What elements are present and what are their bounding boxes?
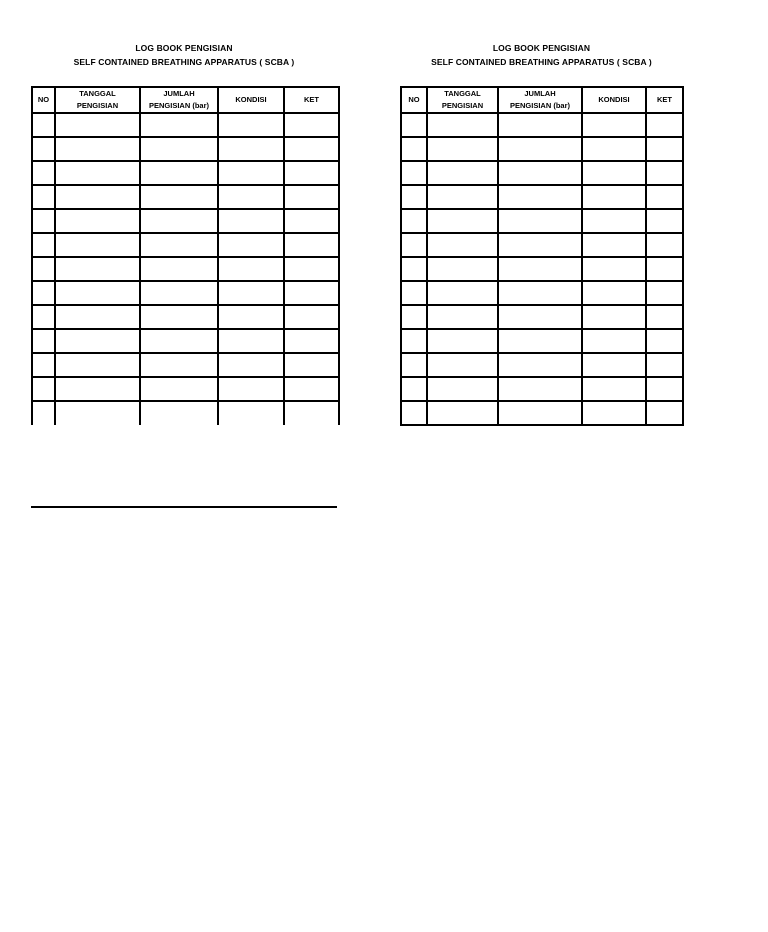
jumlah-cell (498, 329, 582, 353)
ket-cell (284, 353, 339, 377)
no-cell (401, 329, 427, 353)
tanggal-cell (55, 137, 140, 161)
col-tanggal-header (427, 87, 498, 113)
no-cell (401, 209, 427, 233)
table-row (401, 305, 683, 329)
ket-cell (646, 401, 683, 425)
tanggal-cell (55, 377, 140, 401)
jumlah-label-1: JUMLAH (163, 89, 195, 98)
tanggal-label-1: TANGGAL (444, 89, 481, 98)
col-ket-header: KET (646, 87, 683, 113)
jumlah-cell (140, 281, 218, 305)
col-kondisi-header: KONDISI (582, 87, 646, 113)
ket-cell (646, 209, 683, 233)
no-cell (32, 353, 55, 377)
left-header-row (32, 87, 339, 113)
kondisi-cell (218, 353, 284, 377)
ket-cell (646, 257, 683, 281)
ket-cell (284, 185, 339, 209)
no-cell (32, 377, 55, 401)
tanggal-cell (55, 353, 140, 377)
kondisi-cell (218, 377, 284, 401)
col-ket-header: KET (284, 87, 339, 113)
kondisi-cell (582, 161, 646, 185)
table-row (32, 161, 339, 185)
tanggal-cell (55, 233, 140, 257)
table-row (401, 377, 683, 401)
no-cell (401, 161, 427, 185)
jumlah-cell (140, 185, 218, 209)
left-log-table (31, 86, 340, 425)
kondisi-cell (218, 185, 284, 209)
tanggal-cell (55, 209, 140, 233)
ket-cell (284, 209, 339, 233)
table-row (401, 329, 683, 353)
jumlah-cell (498, 233, 582, 257)
ket-cell (284, 113, 339, 137)
ket-cell (646, 185, 683, 209)
jumlah-cell (498, 353, 582, 377)
tanggal-cell (55, 257, 140, 281)
tanggal-cell (427, 209, 498, 233)
tanggal-cell (427, 377, 498, 401)
left-form-title (31, 41, 337, 69)
kondisi-cell (218, 257, 284, 281)
no-cell (401, 401, 427, 425)
kondisi-cell (218, 233, 284, 257)
table-row (32, 353, 339, 377)
jumlah-cell (140, 257, 218, 281)
jumlah-cell (140, 353, 218, 377)
kondisi-cell (218, 113, 284, 137)
kondisi-cell (582, 257, 646, 281)
jumlah-cell (140, 113, 218, 137)
jumlah-cell (140, 401, 218, 425)
kondisi-cell (218, 161, 284, 185)
right-log-table (400, 86, 684, 426)
kondisi-cell (218, 305, 284, 329)
kondisi-cell (582, 305, 646, 329)
table-row (32, 329, 339, 353)
tanggal-label-1: TANGGAL (79, 89, 116, 98)
tanggal-cell (427, 161, 498, 185)
kondisi-cell (582, 377, 646, 401)
table-row (401, 257, 683, 281)
no-cell (401, 305, 427, 329)
ket-cell (646, 233, 683, 257)
table-row (32, 113, 339, 137)
tanggal-cell (55, 305, 140, 329)
right-form-title (400, 41, 683, 69)
table-row (401, 113, 683, 137)
ket-cell (284, 161, 339, 185)
tanggal-cell (427, 353, 498, 377)
ket-cell (284, 329, 339, 353)
tanggal-cell (55, 161, 140, 185)
jumlah-cell (498, 281, 582, 305)
ket-cell (646, 377, 683, 401)
table-row (401, 353, 683, 377)
ket-cell (646, 329, 683, 353)
jumlah-label-2: PENGISIAN (bar) (148, 101, 209, 110)
tanggal-cell (427, 305, 498, 329)
no-cell (32, 233, 55, 257)
jumlah-cell (498, 209, 582, 233)
jumlah-cell (498, 401, 582, 425)
col-jumlah-header (498, 87, 582, 113)
table-row (32, 257, 339, 281)
tanggal-cell (55, 185, 140, 209)
kondisi-cell (582, 281, 646, 305)
right-table-body (401, 113, 683, 425)
jumlah-cell (498, 257, 582, 281)
tanggal-cell (427, 401, 498, 425)
table-row (32, 281, 339, 305)
tanggal-cell (427, 257, 498, 281)
table-row (32, 185, 339, 209)
jumlah-cell (498, 305, 582, 329)
kondisi-cell (582, 233, 646, 257)
jumlah-cell (140, 161, 218, 185)
table-row (401, 137, 683, 161)
tanggal-cell (427, 113, 498, 137)
no-cell (401, 113, 427, 137)
table-row (32, 209, 339, 233)
no-cell (401, 137, 427, 161)
ket-cell (284, 257, 339, 281)
table-row (401, 401, 683, 425)
ket-cell (284, 137, 339, 161)
tanggal-cell (427, 185, 498, 209)
jumlah-cell (140, 377, 218, 401)
jumlah-label-2: PENGISIAN (bar) (509, 101, 570, 110)
kondisi-cell (582, 329, 646, 353)
kondisi-cell (218, 209, 284, 233)
col-no-header: NO (32, 87, 55, 113)
ket-cell (646, 305, 683, 329)
no-cell (32, 137, 55, 161)
left-table-body (32, 113, 339, 425)
table-row (401, 281, 683, 305)
no-cell (32, 257, 55, 281)
ket-cell (646, 137, 683, 161)
no-cell (401, 185, 427, 209)
jumlah-cell (140, 209, 218, 233)
tanggal-cell (55, 329, 140, 353)
kondisi-cell (582, 353, 646, 377)
table-row (401, 161, 683, 185)
ket-cell (646, 161, 683, 185)
jumlah-cell (498, 377, 582, 401)
table-row (32, 137, 339, 161)
no-cell (32, 305, 55, 329)
kondisi-cell (582, 113, 646, 137)
no-cell (32, 401, 55, 425)
jumlah-cell (498, 113, 582, 137)
kondisi-cell (218, 401, 284, 425)
ket-cell (284, 233, 339, 257)
no-cell (32, 209, 55, 233)
ket-cell (646, 281, 683, 305)
kondisi-cell (218, 137, 284, 161)
jumlah-cell (140, 305, 218, 329)
table-row (32, 401, 339, 425)
jumlah-cell (498, 137, 582, 161)
no-cell (32, 329, 55, 353)
no-cell (32, 281, 55, 305)
tanggal-cell (55, 401, 140, 425)
signature-line (31, 506, 337, 508)
left-title-line2: SELF CONTAINED BREATHING APPARATUS ( SCBA ) (73, 57, 295, 67)
no-cell (401, 281, 427, 305)
table-row (401, 233, 683, 257)
table-row (401, 209, 683, 233)
tanggal-cell (427, 137, 498, 161)
ket-cell (646, 113, 683, 137)
ket-cell (646, 353, 683, 377)
col-no-header: NO (401, 87, 427, 113)
table-row (32, 233, 339, 257)
ket-cell (284, 281, 339, 305)
table-row (401, 185, 683, 209)
kondisi-cell (218, 281, 284, 305)
jumlah-label-1: JUMLAH (524, 89, 556, 98)
jumlah-cell (498, 161, 582, 185)
jumlah-cell (498, 185, 582, 209)
right-header-row (401, 87, 683, 113)
ket-cell (284, 401, 339, 425)
tanggal-cell (427, 281, 498, 305)
right-title-line2: SELF CONTAINED BREATHING APPARATUS ( SCBA ) (431, 57, 652, 67)
tanggal-cell (427, 233, 498, 257)
jumlah-cell (140, 233, 218, 257)
ket-cell (284, 377, 339, 401)
tanggal-label-2: PENGISIAN (76, 101, 119, 110)
right-title-line1: LOG BOOK PENGISIAN (492, 43, 591, 53)
kondisi-cell (218, 329, 284, 353)
kondisi-cell (582, 185, 646, 209)
no-cell (32, 113, 55, 137)
no-cell (32, 185, 55, 209)
tanggal-cell (55, 113, 140, 137)
no-cell (401, 377, 427, 401)
kondisi-cell (582, 401, 646, 425)
kondisi-cell (582, 137, 646, 161)
no-cell (401, 257, 427, 281)
jumlah-cell (140, 329, 218, 353)
col-tanggal-header (55, 87, 140, 113)
left-title-line1: LOG BOOK PENGISIAN (135, 43, 233, 53)
table-row (32, 377, 339, 401)
col-jumlah-header (140, 87, 218, 113)
tanggal-cell (55, 281, 140, 305)
no-cell (401, 233, 427, 257)
kondisi-cell (582, 209, 646, 233)
tanggal-cell (427, 329, 498, 353)
no-cell (401, 353, 427, 377)
no-cell (32, 161, 55, 185)
table-row (32, 305, 339, 329)
jumlah-cell (140, 137, 218, 161)
tanggal-label-2: PENGISIAN (441, 101, 484, 110)
ket-cell (284, 305, 339, 329)
col-kondisi-header: KONDISI (218, 87, 284, 113)
